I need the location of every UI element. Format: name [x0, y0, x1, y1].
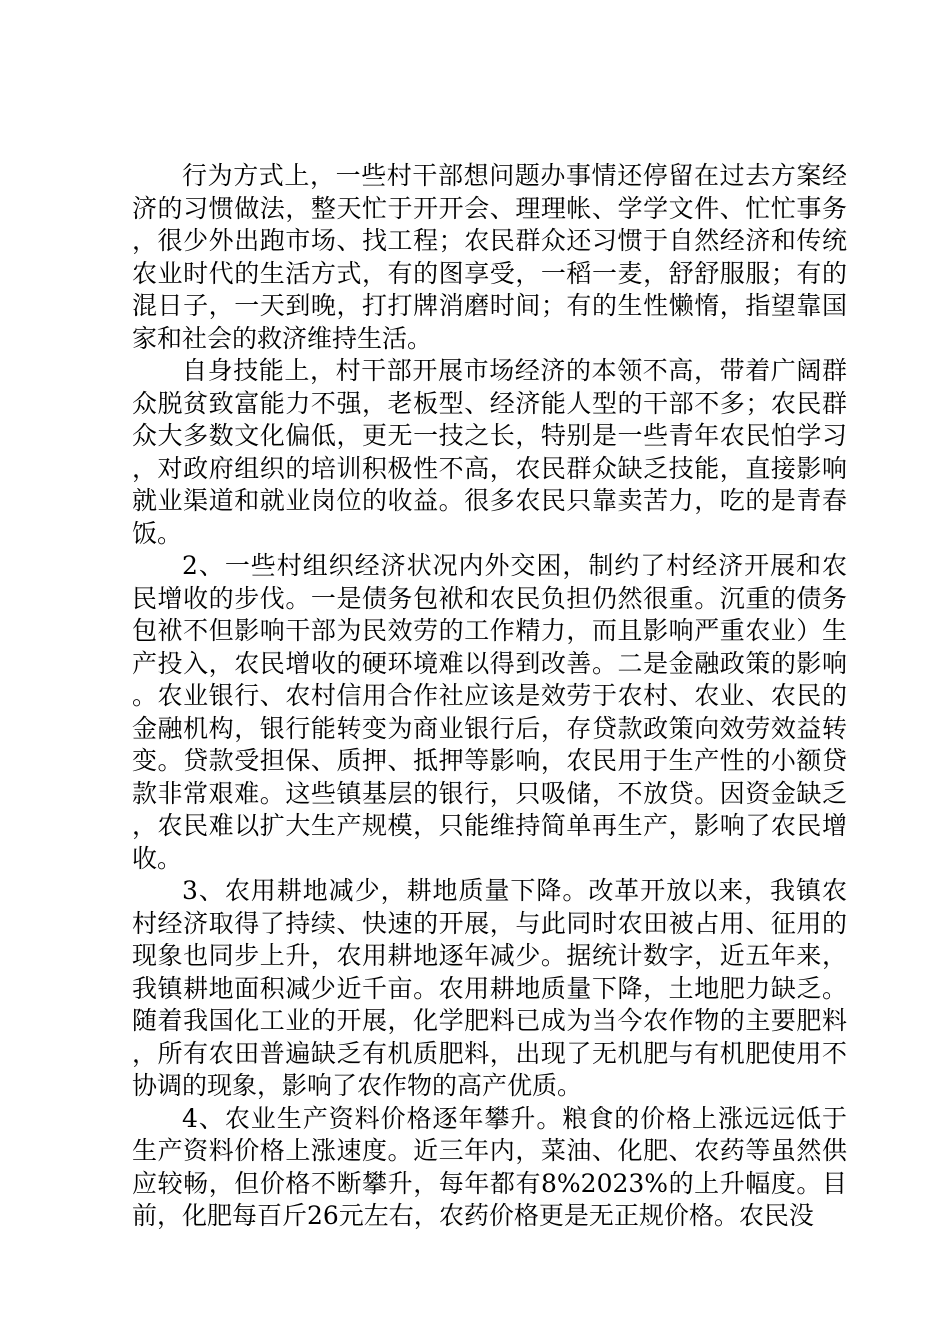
paragraph-behavior: 行为方式上，一些村干部想问题办事情还停留在过去方案经济的习惯做法，整天忙于开开会、理理帐、学学文件、忙忙事务，很少外出跑市场、找工程；农民群众还习惯于自然经济和传统农业时代的生活方式，有的图享受，一稻一麦，舒舒服服；有的混日子，一天到晚，打打牌消磨时间；有的生性懒惰，指望靠国家和社会的救济维持生活。: [132, 161, 847, 353]
paragraph-skills: 自身技能上，村干部开展市场经济的本领不高，带着广阔群众脱贫致富能力不强，老板型、经济能人型的干部不多；农民群众大多数文化偏低，更无一技之长，特别是一些青年农民怕学习，对政府组织的培训积极性不高，农民群众缺乏技能，直接影响就业渠道和就业岗位的收益。很多农民只靠卖苦力，吃的是青春饭。: [132, 356, 847, 548]
paragraph-farmland: 3、农用耕地减少，耕地质量下降。改革开放以来，我镇农村经济取得了持续、快速的开展，与此同时农田被占用、征用的现象也同步上升，农用耕地逐年减少。据统计数字，近五年来，我镇耕地面积减少近千亩。农用耕地质量下降，土地肥力缺乏。随着我国化工业的开展，化学肥料已成为当今农作物的主要肥料，所有农田普遍缺乏有机质肥料，出现了无机肥与有机肥使用不协调的现象，影响了农作物的高产优质。: [132, 876, 847, 1100]
paragraph-supply-prices: 4、农业生产资料价格逐年攀升。粮食的价格上涨远远低于生产资料价格上涨速度。近三年内，菜油、化肥、农药等虽然供应较畅，但价格不断攀升，每年都有8%2023%的上升幅度。目前，化肥每百斤26元左右，农药价格更是无正规价格。农民没: [132, 1103, 847, 1230]
paragraph-village-economy: 2、一些村组织经济状况内外交困，制约了村经济开展和农民增收的步伐。一是债务包袱和农民负担仍然很重。沉重的债务包袱不但影响干部为民效劳的工作精力，而且影响严重农业）生产投入，农民增收的硬环境难以得到改善。二是金融政策的影响。农业银行、农村信用合作社应该是效劳于农村、农业、农民的金融机构，银行能转变为商业银行后，存贷款政策向效劳效益转变。贷款受担保、质押、抵押等影响，农民用于生产性的小额贷款非常艰难。这些镇基层的银行，只吸储，不放贷。因资金缺乏，农民难以扩大生产规模，只能维持简单再生产，影响了农民增收。: [132, 551, 847, 873]
document-page: [132, 160, 847, 1233]
